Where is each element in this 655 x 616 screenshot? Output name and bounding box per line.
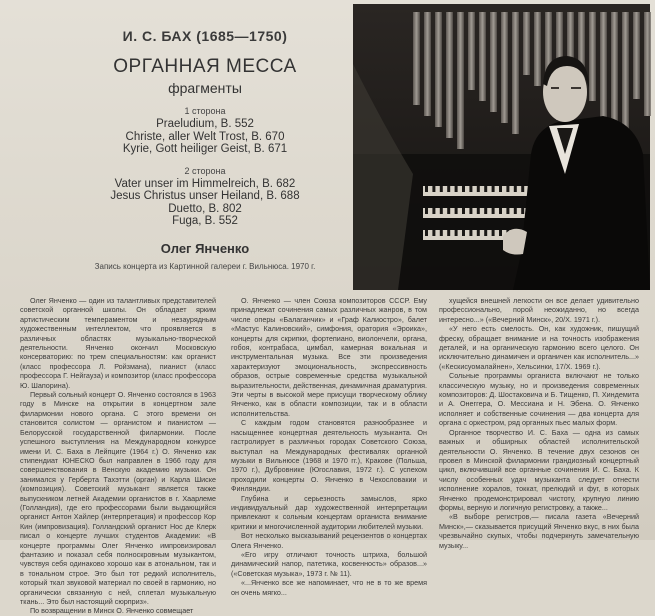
organ-key bbox=[462, 208, 465, 214]
organ-pipe bbox=[424, 12, 431, 116]
organ-key bbox=[469, 230, 472, 236]
organ-key bbox=[477, 230, 480, 236]
organ-key bbox=[499, 230, 502, 236]
organ-key bbox=[499, 208, 502, 214]
organ-key bbox=[477, 186, 480, 192]
organ-pipe bbox=[435, 12, 442, 127]
side-1-label: 1 сторона bbox=[184, 106, 226, 116]
organ-pipe bbox=[457, 12, 464, 149]
organ-key bbox=[521, 186, 524, 192]
track-item: Praeludium, B. 552 bbox=[156, 118, 254, 130]
organ-pipe bbox=[523, 12, 530, 75]
track-item: Duetto, B. 802 bbox=[168, 202, 242, 215]
work-title: ОРГАННАЯ МЕССА bbox=[113, 56, 297, 77]
organ-key bbox=[447, 186, 450, 192]
text-column-1 bbox=[20, 296, 216, 616]
organ-key bbox=[484, 186, 487, 192]
organ-key bbox=[455, 208, 458, 214]
organ-key bbox=[425, 230, 428, 236]
organ-key bbox=[477, 208, 480, 214]
organ-key bbox=[506, 186, 509, 192]
track-item: Christe, aller Welt Trost, B. 670 bbox=[125, 130, 285, 143]
organ-key bbox=[447, 208, 450, 214]
work-subtitle: фрагменты bbox=[168, 80, 242, 96]
side-1-tracklist bbox=[60, 118, 350, 156]
performer-photo bbox=[353, 4, 650, 290]
organ-key bbox=[469, 186, 472, 192]
organ-pipe bbox=[468, 12, 475, 90]
organ-pipe bbox=[589, 12, 596, 101]
organ-pipe bbox=[479, 12, 486, 101]
organ-key bbox=[462, 186, 465, 192]
paragraph: хущейся внешней легкости он все делает удивительно профессионально, порой неожиданно, но всегда интересно...» («Вечерний Минск», 20/X. 1971 г.). bbox=[439, 296, 639, 324]
organ-pipe bbox=[534, 12, 541, 86]
organ-pipe bbox=[501, 12, 508, 123]
organ-pipe bbox=[512, 12, 519, 134]
paragraph: О. Янченко — член Союза композиторов СССР. Ему принадлежат сочинения самых различных жанров, в том числе оперы «Балаганчик» и «Граф Калиостро», балет «Мастус Калиновский», симфония, оратория «Эроика», концерты для скрипки, фортепиано, виолончели, органа, гобоя, контрабаса, цимбал, камерная вокальная и инструментальная музыка. Все эти произведения характеризуют эмоциональность, экспрессивность образов, острые современные средства музыкальной выразительности, действенная, динамичная драматургия. Эти черты в высокой мере присущи творческому облику Янченко, как в области композиции, так и в области исполнительства. bbox=[231, 296, 427, 418]
performer-name: Олег Янченко bbox=[160, 240, 250, 256]
organ-key bbox=[440, 230, 443, 236]
paragraph: Вот несколько высказываний рецензентов о концертах Олега Янченко. bbox=[231, 531, 427, 550]
organ-key bbox=[447, 230, 450, 236]
side-2-tracklist bbox=[60, 178, 350, 228]
organ-key bbox=[484, 230, 487, 236]
organ-key bbox=[492, 186, 495, 192]
track-item: Kyrie, Gott heiliger Geist, B. 671 bbox=[122, 143, 288, 155]
paragraph: По возвращении в Минск О. Янченко совмещает bbox=[30, 606, 194, 616]
organ-key bbox=[440, 208, 443, 214]
organ-key bbox=[492, 208, 495, 214]
paragraph: Органное творчество И. С. Баха — одна из самых важных и обширных областей исполнительской деятельности О. Янченко. В течение двух сезонов он провел в Минской филармонии грандиозный концертный цикл, включивший все органные сочинения И. С. Баха. К числу особенных удач музыканта следует отнести исполнение хоралов, токкат, прелюдий и фуг, в которых Янченко продемонстрировал чистоту, крупную линию формы, верную и логичную регистровку, а также... bbox=[439, 427, 639, 512]
organ-pipe bbox=[446, 12, 453, 138]
paragraph: Глубина и серьезность замыслов, ярко индивидуальный дар художественной интерпретации привлекают к сольным концертам органиста внимание критики и многочисленной аудитории любителей музыки. bbox=[231, 493, 427, 531]
side-2-label: 2 сторона bbox=[184, 165, 226, 176]
paragraph: «В выборе регистров,— писала газета «Вечерний Минск»,— сказывается присущий Янченко вкус, в них была чрезвычайно скупых, чтобы подчеркнуть замечательную музыку... bbox=[439, 512, 639, 550]
organ-key bbox=[484, 208, 487, 214]
organ-pipe bbox=[611, 12, 618, 135]
organ-key bbox=[455, 186, 458, 192]
organ-key bbox=[432, 208, 435, 214]
organ-pipe bbox=[413, 12, 420, 105]
text-column-2 bbox=[231, 296, 427, 597]
organ-key bbox=[455, 230, 458, 236]
organ-key bbox=[506, 208, 509, 214]
organ-pipe bbox=[633, 12, 640, 99]
organ-key bbox=[514, 186, 517, 192]
track-item: Jesus Christus unser Heiland, B. 688 bbox=[110, 190, 300, 202]
organist-at-organ-image bbox=[353, 4, 650, 290]
organ-key bbox=[462, 230, 465, 236]
paragraph: «Его игру отличают точность штриха, большой динамический напор, патетика, косвенность» образов...» («Советская музыка», 1973 г. № 11). bbox=[231, 549, 427, 578]
paragraph: «У него есть смелость. Он, как художник, пишущий фреску, обращает внимание и на точность изображения деталей, и на органическую гармонию всего целого. Он исключительно динамичен и органичен как исполнитель...» («Кескисуомалайнен», Хельсинки, 17/X. 1969 г.). bbox=[439, 324, 639, 371]
organ-pipe bbox=[644, 12, 651, 116]
text-column-3 bbox=[439, 296, 639, 550]
organ-pipe bbox=[600, 12, 607, 118]
composer-heading: И. С. БАХ (1685—1750) bbox=[122, 28, 288, 44]
organ-key bbox=[492, 230, 495, 236]
organ-key bbox=[425, 208, 428, 214]
recording-note: Запись концерта из Картинной галереи г. Вильнюса. 1970 г. bbox=[94, 261, 316, 271]
paragraph: Олег Янченко — один из талантливых представителей советской органной школы. Он обладает ярким артистическим темпераментом и незаурядным художественным интеллектом, что проявляется в различных областях музыкально-творческой деятельности. Янченко окончил Московскую консерваторию: по трем специальностям: как органист (класс профессора Л. Ройзмана), пианист (класс профессора Г. Нейгауза) и композитор (класс профессора Ю. Шапорина). bbox=[20, 296, 216, 390]
organ-key bbox=[432, 230, 435, 236]
organ-key bbox=[440, 186, 443, 192]
organ-key bbox=[521, 208, 524, 214]
title-block bbox=[60, 28, 350, 271]
paragraph: «...Янченко все же напоминает, что не в то же время он очень мягко... bbox=[231, 578, 427, 597]
organ-pipe bbox=[490, 12, 497, 112]
track-item: Fuga, B. 552 bbox=[172, 215, 238, 227]
organ-key bbox=[432, 186, 435, 192]
organ-key bbox=[514, 208, 517, 214]
organ-key bbox=[469, 208, 472, 214]
track-item: Vater unser im Himmelreich, B. 682 bbox=[114, 177, 296, 190]
paragraph: Сольные программы органиста включают не только классическую музыку, но и произведения современных композиторов: Д. Шостаковича и Б. Тищенко, П. Хиндемита и А. Онеггера, О. Мессиана и Н. Эбена. О. Янченко исполняет и собственные сочинения — два концерта для органа с оркестром, ряд органных пьес малых форм. bbox=[439, 371, 639, 428]
paragraph: С каждым годом становятся разнообразнее и насыщеннее концертная деятельность музыканта. Он гастролирует в различных городах Советского Союза, выступал на Международных фестивалях органной музыки в Вильнюсе (1968 и 1970 гг.), Кракове (Польша, 1970 г.), Дубровнике (Югославия, 1972 г.). С успехом проходили концерты О. Янченко в Чехословакии и Финляндии. bbox=[231, 418, 427, 494]
organ-key bbox=[425, 186, 428, 192]
organ-key bbox=[499, 186, 502, 192]
paragraph: Первый сольный концерт О. Янченко состоялся в 1963 году в Минске на открытии в концертном зале филармонии нового органа. С этого времени он становится солистом — органистом и пианистом — Белорусской государственной филармонии. После успешного выступления на Международном конкурсе имени И. С. Баха в Лейпциге (1964 г.) О. Янченко как стипендиат ЮНЕСКО был направлен в 1966 году для совершенствования в Венскую академию музыки. Он занимался у Герберта Тахэтти (орган) и Карла Шиске (композиция). Советский музыкант является также выпускником летней Академии органистов в г. Хаарлеме (Голландия), где его профессорами были выдающийся органист Антон Хайлер (интерпретация) и профессор Кор Кин (импровизация). Голландский органист Нос де Клерк писал о концерте лучших студентов Академии: «В концерте программы Олег Янченко импровизировал фантазию и показал себя полноскровным музыкантом, чувствуя себя одинаково хорошо как в атональном, так и в тональном строе. Это был тот редкий исполнитель, который ткал звуковой материал по своей в гармонию, но органически связанную с ней, сплетал музыкальную ткань... Это был настоящий сюрприз». bbox=[20, 390, 216, 606]
